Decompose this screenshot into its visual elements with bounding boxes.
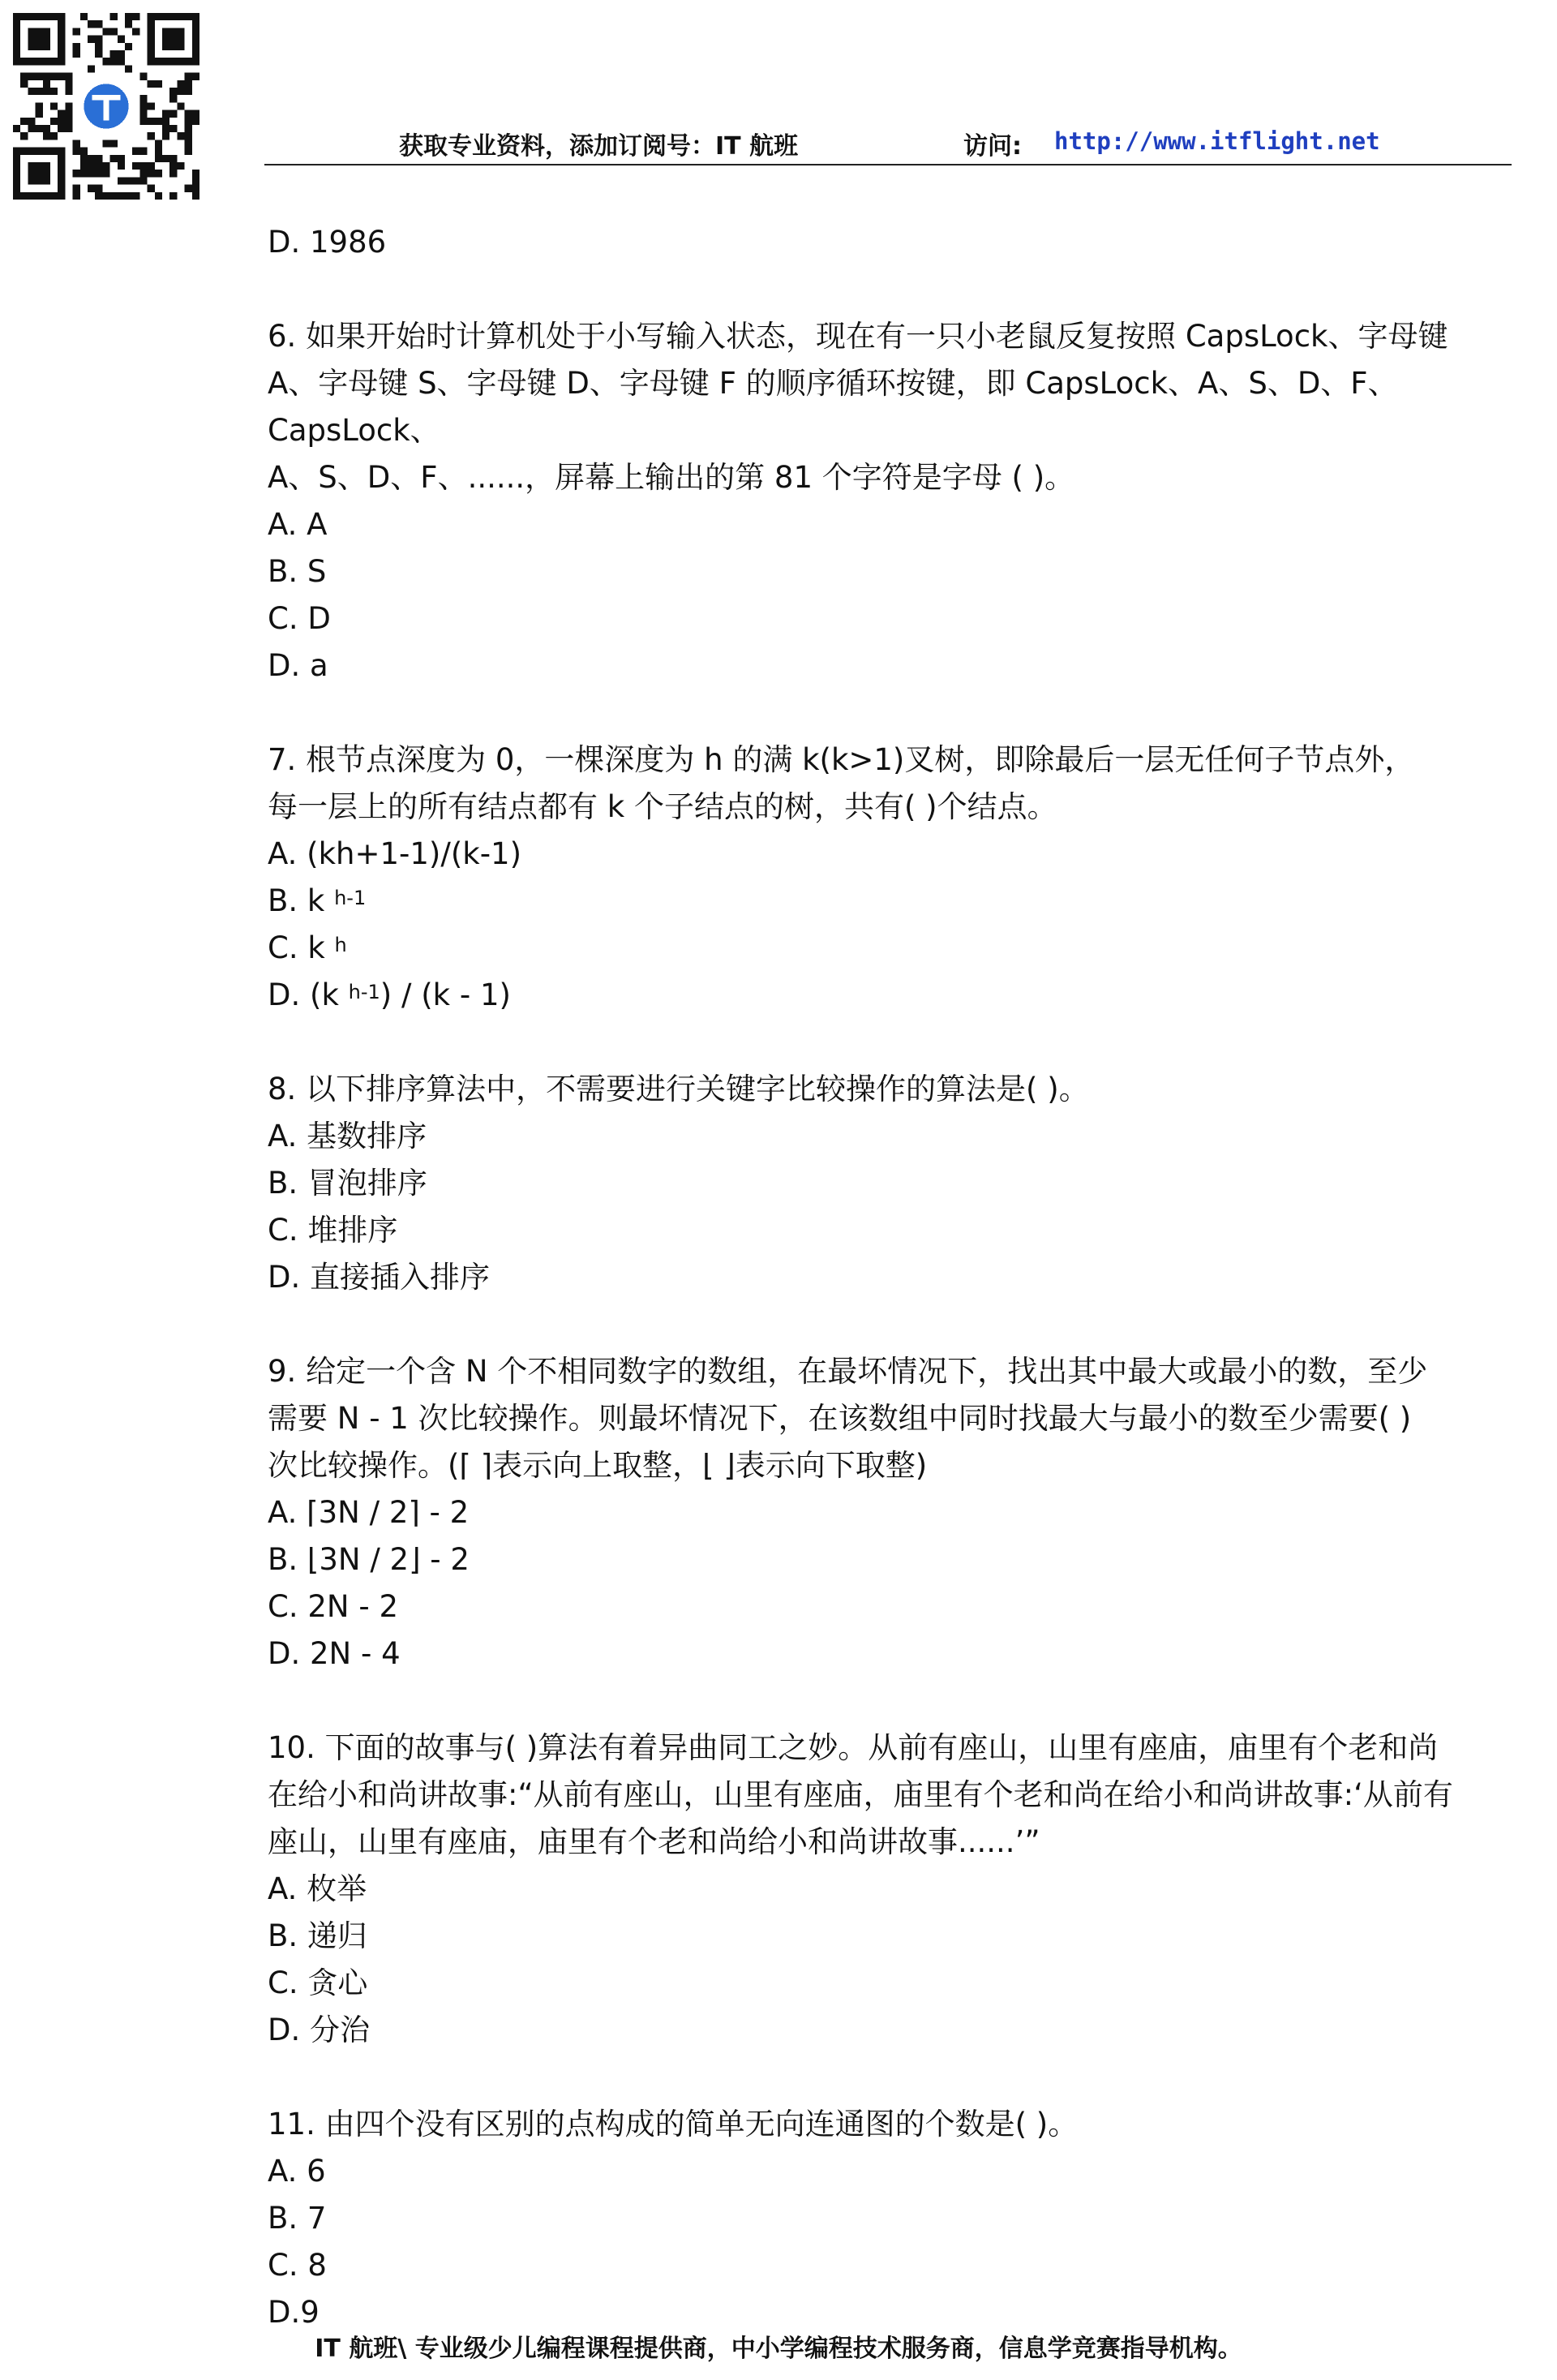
option-a: A. 枚举 — [268, 1871, 367, 1906]
option-c: C. 贪心 — [268, 1965, 368, 2000]
header-visit-label: 访问: — [963, 132, 1022, 161]
option-d-exponent: h-1 — [348, 981, 380, 1003]
option-d — [268, 972, 1516, 1019]
option-a: A. 基数排序 — [268, 1119, 427, 1153]
option-a: A. ⌈3N / 2⌉ - 2 — [268, 1495, 470, 1530]
question-text-line: 次比较操作。(⌈ ⌉表示向上取整，⌊ ⌋表示向下取整) — [268, 1448, 928, 1483]
option-b: B. S — [268, 554, 327, 589]
question-text-line: 每一层上的所有结点都有 k 个子结点的树，共有( )个结点。 — [268, 789, 1057, 824]
header-divider — [264, 164, 1512, 165]
option-b: B. 递归 — [268, 1918, 367, 1953]
option-d: D. 分治 — [268, 2013, 371, 2047]
option-a: A. 6 — [268, 2154, 326, 2189]
question-text-line: 在给小和尚讲故事:“从前有座山，山里有座庙，庙里有个老和尚在给小和尚讲故事:‘从前有 — [268, 1777, 1453, 1812]
option-b — [268, 878, 1516, 925]
question-text-line: 11. 由四个没有区别的点构成的简单无向连通图的个数是( )。 — [268, 2107, 1079, 2142]
option-b: B. 冒泡排序 — [268, 1166, 427, 1201]
option-d: D.9 — [268, 2295, 320, 2330]
brand-logo-icon — [79, 79, 133, 133]
question-text-line: A、字母键 S、字母键 D、字母键 F 的顺序循环按键，即 CapsLock、A、S、D、F、CapsLock、 — [268, 366, 1398, 448]
question-text-line: 8. 以下排序算法中，不需要进行关键字比较操作的算法是( )。 — [268, 1072, 1089, 1106]
option-d: D. 2N - 4 — [268, 1636, 401, 1671]
question-text-line: 需要 N - 1 次比较操作。则最坏情况下，在该数组中同时找最大与最小的数至少需要( ) — [268, 1401, 1412, 1436]
question-text-line: 10. 下面的故事与( )算法有着异曲同工之妙。从前有座山，山里有座庙，庙里有个老和尚 — [268, 1730, 1439, 1765]
qr-code — [13, 13, 199, 200]
option-a: A. A — [268, 507, 328, 542]
question-6 — [268, 313, 1516, 690]
option-c: C. 堆排序 — [268, 1213, 398, 1248]
option-b: B. ⌊3N / 2⌋ - 2 — [268, 1542, 470, 1577]
option-d: D. a — [268, 648, 328, 683]
question-7 — [268, 737, 1516, 1019]
option-c: C. 8 — [268, 2248, 327, 2283]
question-11 — [268, 2101, 1516, 2336]
option-c-exponent: h — [334, 934, 347, 956]
option-c: C. 2N - 2 — [268, 1589, 398, 1624]
question-9 — [268, 1348, 1516, 1678]
option-b: B. 7 — [268, 2201, 327, 2236]
option-b-base: B. k — [268, 883, 335, 918]
option-c: C. D — [268, 601, 331, 636]
option-d-tail: ) / (k - 1) — [380, 977, 511, 1012]
document-body — [268, 219, 1516, 2336]
question-text-line: 座山，山里有座庙，庙里有个老和尚给小和尚讲故事......’” — [268, 1824, 1040, 1859]
option-c-base: C. k — [268, 930, 335, 965]
question-text-line: 7. 根节点深度为 0，一棵深度为 h 的满 k(k>1)叉树，即除最后一层无任何子节点外， — [268, 742, 1415, 777]
question-text-line: A、S、D、F、......，屏幕上输出的第 81 个字符是字母 ( )。 — [268, 460, 1075, 495]
option-b-exponent: h-1 — [334, 887, 367, 909]
page-footer: IT 航班\ 专业级少儿编程课程提供商，中小学编程技术服务商，信息学竞赛指导机构。 — [315, 2335, 1242, 2363]
header-url-link[interactable]: http://www.itflight.net — [1054, 127, 1380, 155]
option-d-base: D. (k — [268, 977, 349, 1012]
prev-question-option-d: D. 1986 — [268, 225, 387, 260]
question-text-line: 9. 给定一个含 N 个不相同数字的数组，在最坏情况下，找出其中最大或最小的数，至少 — [268, 1354, 1428, 1389]
question-8 — [268, 1066, 1516, 1301]
page-header — [261, 75, 1510, 166]
option-c — [268, 925, 1516, 972]
question-text-line: 6. 如果开始时计算机处于小写输入状态，现在有一只小老鼠反复按照 CapsLock、字母键 — [268, 319, 1448, 354]
option-d: D. 直接插入排序 — [268, 1260, 491, 1295]
question-10 — [268, 1725, 1516, 2054]
option-a: A. (kh+1-1)/(k-1) — [268, 836, 522, 871]
header-subscribe-text: 获取专业资料，添加订阅号：IT 航班 — [399, 132, 799, 161]
